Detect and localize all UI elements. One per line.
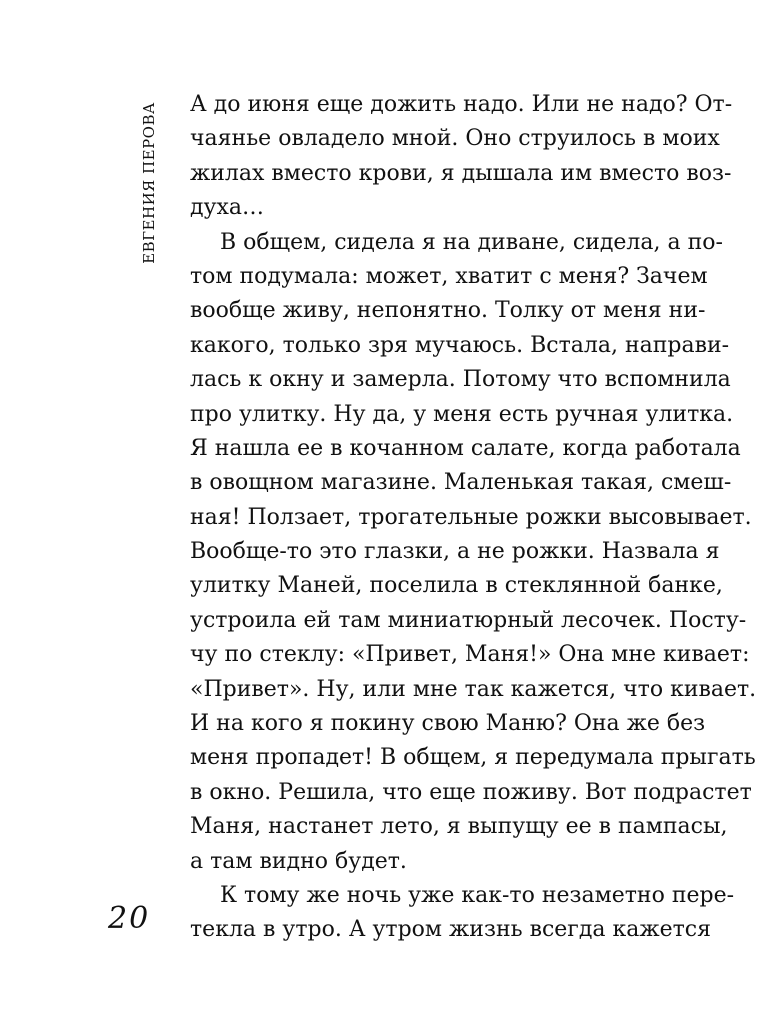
text-line: в окно. Решила, что еще поживу. Вот подрастет bbox=[190, 779, 752, 805]
running-head bbox=[138, 98, 160, 268]
text-line: «Привет». Ну, или мне так кажется, что кивает. bbox=[190, 676, 757, 702]
text-line: духа… bbox=[190, 195, 265, 221]
text-line: чу по стеклу: «Привет, Маня!» Она мне кивает: bbox=[190, 642, 750, 668]
text-line: устроила ей там миниатюрный лесочек. Посту- bbox=[190, 607, 747, 633]
text-line: Маня, настанет лето, я выпущу ее в пампасы, bbox=[190, 814, 728, 840]
page-number: 20 bbox=[108, 901, 151, 936]
running-head-author: ЕВГЕНИЯ ПЕРОВА bbox=[140, 102, 159, 264]
text-line: И на кого я покину свою Маню? Она же без bbox=[190, 711, 706, 737]
text-line: текла в утро. А утром жизнь всегда кажется bbox=[190, 917, 711, 943]
text-line: лась к окну и замерла. Потому что вспомнила bbox=[190, 367, 731, 393]
text-line: улитку Маней, поселила в стеклянной банке, bbox=[190, 573, 723, 599]
text-line: ная! Ползает, трогательные рожки высовывает. bbox=[190, 504, 752, 530]
text-line: вообще живу, непонятно. Толку от меня ни- bbox=[190, 298, 706, 324]
text-line: а там видно будет. bbox=[190, 848, 407, 874]
text-line: в овощном магазине. Маленькая такая, смеш- bbox=[190, 470, 732, 496]
paragraph-1 bbox=[190, 88, 733, 226]
text-line: Я нашла ее в кочанном салате, когда работала bbox=[190, 435, 741, 461]
text-line: Вообще-то это глазки, а не рожки. Назвала я bbox=[190, 539, 720, 565]
text-line: чаянье овладело мной. Оно струилось в моих bbox=[190, 126, 720, 152]
text-line: А до июня еще дожить надо. Или не надо? От- bbox=[190, 92, 733, 117]
text-line: В общем, сидела я на диване, сидела, а по- bbox=[220, 229, 723, 255]
text-line: том подумала: может, хватит с меня? Зачем bbox=[190, 263, 708, 289]
body-text bbox=[190, 88, 757, 948]
text-line: какого, только зря мучаюсь. Встала, направи- bbox=[190, 332, 730, 358]
text-line: К тому же ночь уже как-то незаметно пере- bbox=[220, 882, 735, 908]
text-line: меня пропадет! В общем, я передумала прыгать bbox=[190, 745, 756, 771]
paragraph-3 bbox=[190, 879, 735, 948]
text-line: жилах вместо крови, я дышала им вместо воз- bbox=[190, 160, 732, 186]
paragraph-2 bbox=[190, 226, 757, 879]
text-line: про улитку. Ну да, у меня есть ручная улитка. bbox=[190, 401, 734, 427]
